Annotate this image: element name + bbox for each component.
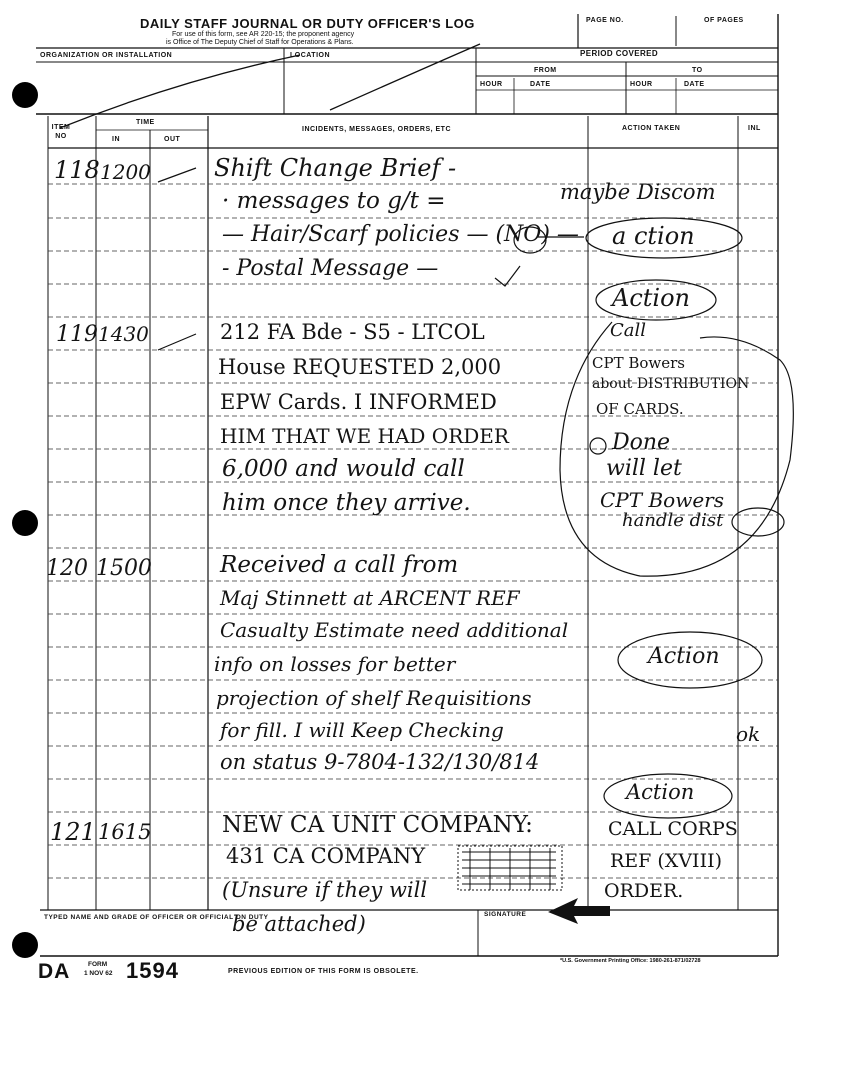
action-note: ORDER. xyxy=(604,880,684,902)
obsolete-note: PREVIOUS EDITION OF THIS FORM IS OBSOLETE. xyxy=(228,968,419,975)
action-note: maybe Discom xyxy=(560,180,716,204)
entry-line: HIM THAT WE HAD ORDER xyxy=(220,424,509,448)
entry-line: House REQUESTED 2,000 xyxy=(218,355,502,379)
period-covered-label: PERIOD COVERED xyxy=(580,49,659,58)
of-pages-label: OF PAGES xyxy=(704,17,744,24)
entry-line: on status 9-7804-132/130/814 xyxy=(220,750,540,774)
entry-line: (Unsure if they will xyxy=(222,878,428,902)
action-note: a ction xyxy=(612,222,695,250)
entry-line: 212 FA Bde - S5 - LTCOL xyxy=(220,320,485,344)
entry-line: EPW Cards. I INFORMED xyxy=(220,390,497,414)
item-no-label: ITEM NO xyxy=(51,124,71,140)
action-note: Action xyxy=(612,284,690,312)
typed-name-label: TYPED NAME AND GRADE OF OFFICER OR OFFICIAL ON DUTY xyxy=(44,914,269,921)
form-title: DAILY STAFF JOURNAL OR DUTY OFFICER'S LOG xyxy=(140,16,475,31)
gpo-note: *U.S. Government Printing Office: 1980-261-871/02728 xyxy=(560,958,701,964)
form-subtitle: is Office of The Deputy Chief of Staff for Operations & Plans. xyxy=(166,39,354,46)
form-date: 1 NOV 62 xyxy=(84,970,113,977)
form-word: FORM xyxy=(88,961,108,968)
page-no-label: PAGE NO. xyxy=(586,17,624,24)
time-in: 1500 xyxy=(96,556,152,581)
binder-hole-icon xyxy=(12,82,38,108)
action-taken-label: ACTION TAKEN xyxy=(622,125,681,132)
entry-line: be attached) xyxy=(232,912,366,936)
entry-line: - Postal Message — xyxy=(222,256,439,281)
date-label: DATE xyxy=(530,81,551,88)
entry-line: for fill. I will Keep Checking xyxy=(220,718,504,742)
binder-hole-icon xyxy=(12,932,38,958)
item-number: 121 xyxy=(50,818,96,846)
hour-label: HOUR xyxy=(630,81,653,88)
action-note: OF CARDS. xyxy=(596,400,684,418)
time-out-label: OUT xyxy=(164,136,181,143)
entry-line: info on losses for better xyxy=(214,652,456,676)
org-label: ORGANIZATION OR INSTALLATION xyxy=(40,52,173,59)
action-note: Action xyxy=(648,644,720,669)
location-label: LOCATION xyxy=(290,52,331,59)
entry-line: Maj Stinnett at ARCENT REF xyxy=(220,586,520,610)
action-note: CPT Bowers xyxy=(592,354,685,372)
entry-line: Casualty Estimate need additional xyxy=(220,618,569,642)
entry-line: NEW CA UNIT COMPANY: xyxy=(222,812,533,838)
from-label: FROM xyxy=(534,67,557,74)
date-label: DATE xyxy=(684,81,705,88)
inl-label: INL xyxy=(748,125,761,132)
form-id: DA xyxy=(38,960,71,983)
item-number: 119 xyxy=(56,322,98,347)
time-in: 1200 xyxy=(100,160,151,184)
entry-line: 6,000 and would call xyxy=(222,456,465,482)
hour-label: HOUR xyxy=(480,81,503,88)
action-note: Done xyxy=(612,430,671,455)
entry-line: — Hair/Scarf policies — (NO) — xyxy=(222,222,579,247)
entry-line: 431 CA COMPANY xyxy=(226,844,426,868)
form-number: 1594 xyxy=(126,958,179,983)
action-note: ok xyxy=(736,722,761,746)
action-note: CPT Bowers xyxy=(600,488,724,512)
entry-line: Received a call from xyxy=(220,552,459,578)
arrow-mark-icon xyxy=(548,898,610,924)
action-note: CALL CORPS xyxy=(608,818,738,840)
time-in-label: IN xyxy=(112,136,120,143)
item-number: 118 xyxy=(54,156,100,184)
signature-label: SIGNATURE xyxy=(484,911,527,918)
action-note: handle dist xyxy=(622,510,724,531)
action-note: Call xyxy=(610,320,647,341)
entry-line: him once they arrive. xyxy=(222,490,471,516)
time-in: 1615 xyxy=(98,820,152,844)
action-note: REF (XVIII) xyxy=(610,850,722,872)
form-subtitle: For use of this form, see AR 220-15; the proponent agency xyxy=(172,31,355,38)
incidents-label: INCIDENTS, MESSAGES, ORDERS, ETC xyxy=(302,126,452,133)
binder-hole-icon xyxy=(12,510,38,536)
entry-line: projection of shelf Requisitions xyxy=(216,686,532,710)
item-number: 120 xyxy=(46,556,88,581)
time-label: TIME xyxy=(136,119,155,126)
action-note: about DISTRIBUTION xyxy=(592,376,750,392)
time-in: 1430 xyxy=(98,322,149,346)
action-note: will let xyxy=(606,456,682,481)
to-label: TO xyxy=(692,67,703,74)
entry-line: · messages to g/t = xyxy=(222,188,446,214)
entry-line: Shift Change Brief - xyxy=(214,154,457,182)
action-note: Action xyxy=(626,780,695,804)
